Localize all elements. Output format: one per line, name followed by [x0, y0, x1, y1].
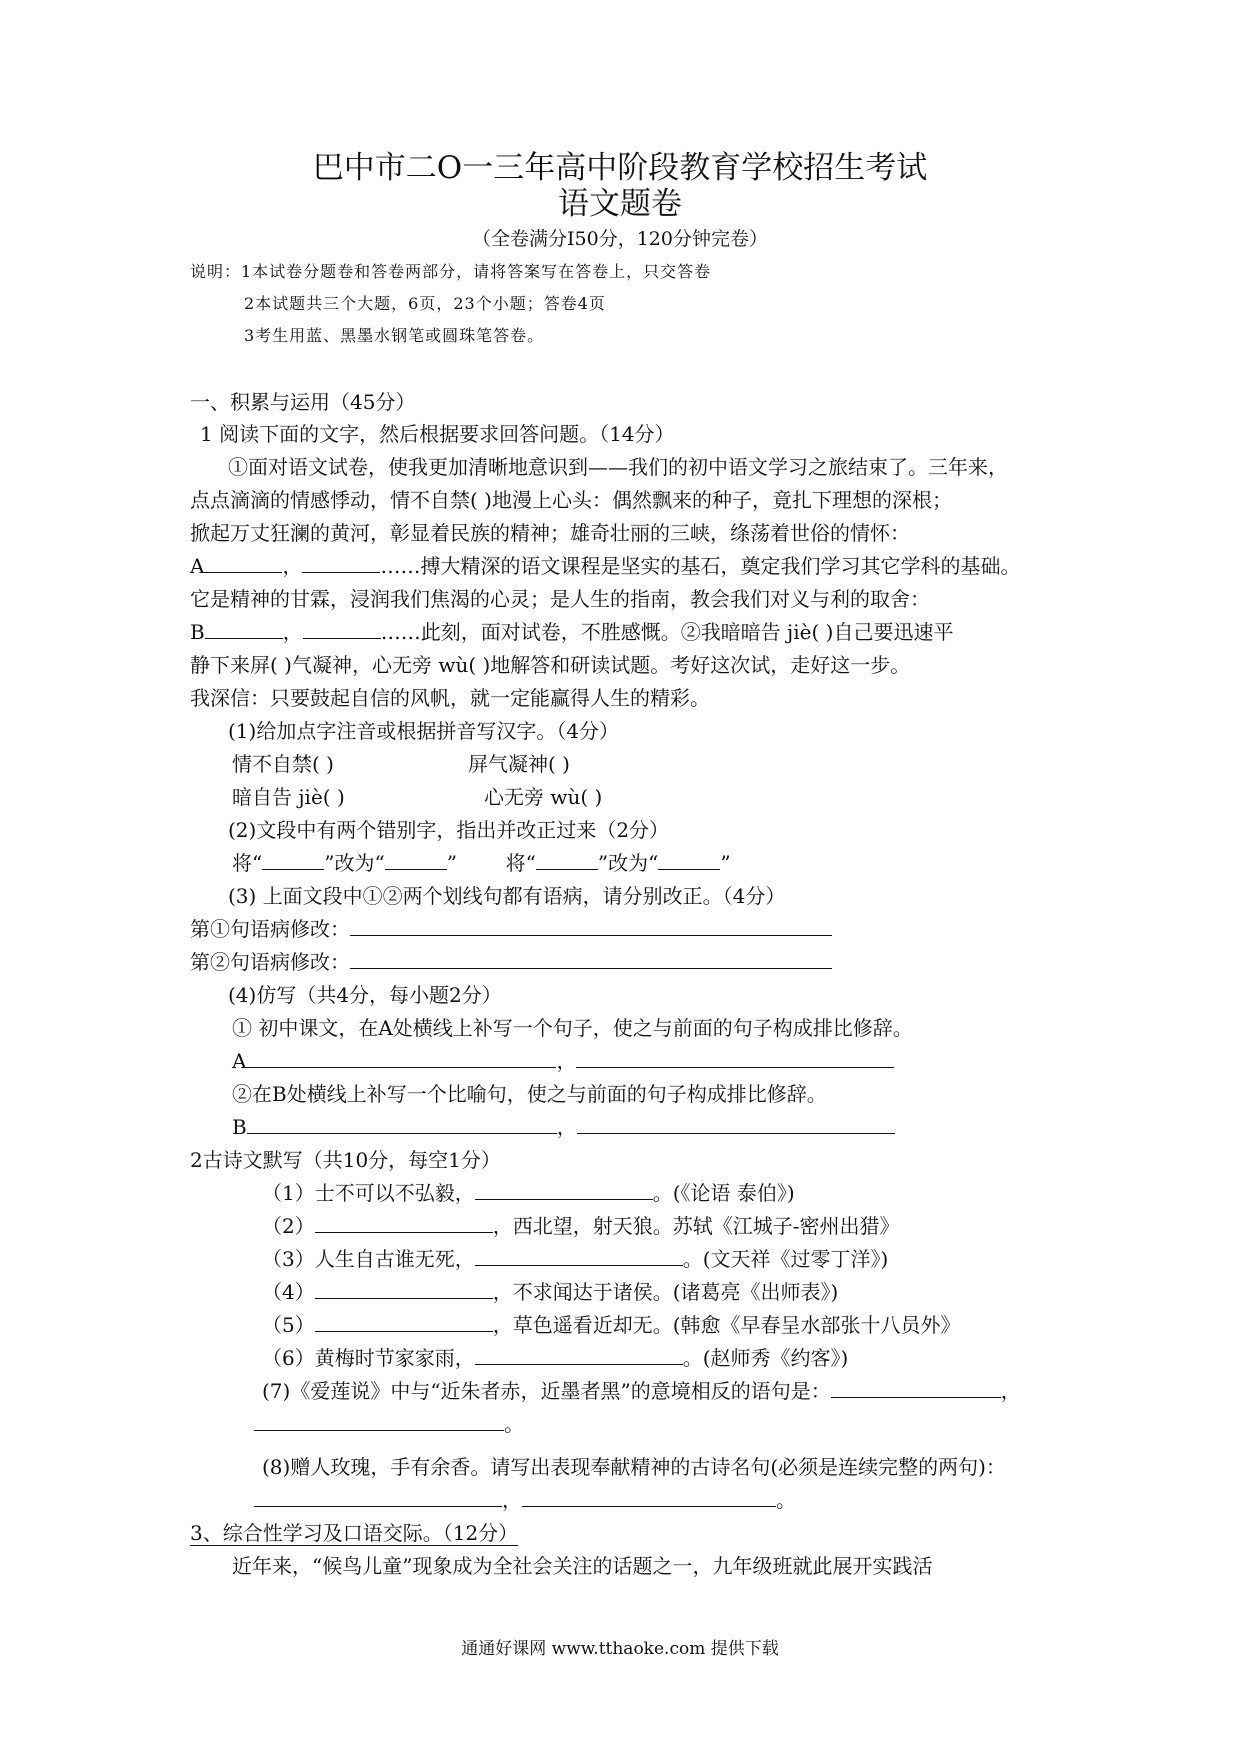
poem-item-6 — [262, 1343, 848, 1373]
answer-a2[interactable] — [576, 1047, 894, 1068]
poem-item-5 — [262, 1310, 961, 1340]
sub3-heading: (3) 上面文段中①②两个划线句都有语病，请分别改正。（4分） — [228, 884, 786, 908]
text: （5） — [262, 1313, 315, 1337]
text: B — [232, 1115, 247, 1139]
poem-blank-3[interactable] — [475, 1245, 683, 1266]
q1-heading: 1 阅读下面的文字，然后根据要求回答问题。（14分） — [200, 422, 675, 446]
sub1-heading: (1)给加点字注音或根据拼音写汉字。（4分） — [228, 719, 620, 743]
text: A — [232, 1049, 247, 1073]
passage-line: 我深信：只要鼓起自信的风帆，就一定能赢得人生的精彩。 — [190, 686, 710, 710]
passage-text: ……此刻，面对试卷，不胜感慨。 — [380, 620, 681, 644]
text: ， — [1000, 1379, 1021, 1403]
section1-heading: 一、积累与运用（45分） — [190, 390, 416, 414]
blank-a-label: A — [190, 554, 205, 578]
sub2-heading: (2)文段中有两个错别字，指出并改正过来（2分） — [228, 818, 670, 842]
text: 第①句语病修改： — [190, 917, 350, 941]
sub3-fix-1 — [190, 914, 832, 944]
passage-line: ①面对语文试卷，使我更加清晰地意识到——我们的初中语文学习之旅结束了。三年来， — [228, 455, 1008, 479]
q3-text: 近年来，“候鸟儿童”现象成为全社会关注的话题之一，九年级班就此展开实践活 — [232, 1554, 933, 1578]
blank-a1[interactable] — [204, 552, 282, 573]
poem-blank-2[interactable] — [315, 1212, 493, 1233]
text: 3、综合性学习及口语交际。（12分） — [190, 1521, 519, 1545]
text: 。(赵师秀《约客》) — [682, 1346, 849, 1370]
text: 。 — [504, 1412, 524, 1436]
page-footer: 通通好课网 www.tthaoke.com 提供下载 — [461, 1639, 779, 1659]
sub4-answer-b — [232, 1112, 895, 1142]
answer-a1[interactable] — [246, 1047, 556, 1068]
poem-item-4 — [262, 1277, 838, 1307]
poem-item-7-cont — [254, 1409, 524, 1439]
poem-blank-5[interactable] — [315, 1311, 493, 1332]
text: 将“ — [505, 851, 536, 875]
sub4-prompt-2: ②在B处横线上补写一个比喻句，使之与前面的句子构成排比修辞。 — [232, 1082, 827, 1106]
text: （6）黄梅时节家家雨， — [262, 1346, 475, 1370]
text: （2） — [262, 1214, 315, 1238]
passage-line: 点点滴滴的情感悸动，情不自禁( )地漫上心头：偶然飘来的种子，竟扎下理想的深根； — [190, 488, 952, 512]
passage-text: ……搏大精深的语文课程是坚实的基石，奠定我们学习其它学科的基础。 — [380, 554, 1021, 578]
text: 。 — [776, 1488, 796, 1512]
passage-line: 静下来屏( )气凝神，心无旁 wù( )地解答和研读试题。考好这次试，走好这一步。 — [190, 653, 911, 677]
sub1-item-d: 心无旁 wù( ) — [484, 785, 603, 809]
text: 。(《论语 泰伯》) — [652, 1181, 795, 1205]
poem-item-7 — [262, 1376, 1021, 1406]
poem-blank-7a[interactable] — [831, 1377, 1001, 1398]
instruction-line-1: 说明：1本试卷分题卷和答卷两部分，请将答案写在答卷上，只交答卷 — [190, 262, 712, 281]
underlined-sentence: ②我暗暗告 jiè( )自己要迅速平 — [680, 620, 954, 644]
text: ，不求闻达于诸侯。(诸葛亮《出师表》) — [492, 1280, 839, 1304]
text: 将“ — [232, 851, 263, 875]
blank-b1[interactable] — [205, 618, 283, 639]
passage-line-a — [190, 551, 1020, 581]
text: ”改为“ — [597, 851, 659, 875]
answer-b1[interactable] — [247, 1113, 557, 1134]
blank-b2[interactable] — [303, 618, 381, 639]
poem-blank-6[interactable] — [475, 1344, 683, 1365]
text: ，草色遥看近却无。(韩愈《早春呈水部张十八员外》 — [492, 1313, 961, 1337]
passage-line: 它是精神的甘霖，浸润我们焦渴的心灵；是人生的指南，教会我们对义与利的取舍： — [190, 587, 930, 611]
text: (7)《爱莲说》中与“近朱者赤，近墨者黑”的意境相反的语句是： — [262, 1379, 831, 1403]
sub3-fix-2 — [190, 947, 832, 977]
sub2-corrections — [232, 848, 731, 878]
text: ， — [502, 1488, 522, 1512]
answer-b2[interactable] — [577, 1113, 895, 1134]
sub4-answer-a — [232, 1046, 894, 1076]
comma: ， — [282, 554, 303, 578]
blank-a2[interactable] — [302, 552, 380, 573]
poem-item-3 — [262, 1244, 888, 1274]
score-info: （全卷满分I50分，120分钟完卷） — [472, 228, 768, 250]
right-char-2[interactable] — [658, 849, 720, 870]
text: ”改为“ — [324, 851, 385, 875]
right-char-1[interactable] — [385, 849, 447, 870]
text: ， — [556, 1049, 577, 1073]
text: ” — [720, 851, 731, 875]
text: ” — [446, 851, 457, 875]
fix-2-blank[interactable] — [350, 948, 832, 969]
text: ， — [556, 1115, 577, 1139]
sub4-heading: (4)仿写（共4分，每小题2分） — [228, 983, 502, 1007]
exam-title: 巴中市二O一三年高中阶段教育学校招生考试 — [312, 150, 928, 186]
sub1-item-b: 屏气凝神( ) — [468, 752, 570, 776]
text: （1）士不可以不弘毅， — [262, 1181, 475, 1205]
poem-item-2 — [262, 1211, 900, 1241]
text: （3）人生自古谁无死， — [262, 1247, 475, 1271]
comma: ， — [282, 620, 303, 644]
blank-b-label: B — [190, 620, 205, 644]
sub4-prompt-1: ① 初中课文，在A处横线上补写一个句子，使之与前面的句子构成排比修辞。 — [232, 1016, 913, 1040]
exam-subtitle: 语文题卷 — [558, 186, 682, 222]
sub1-item-a: 情不自禁( ) — [232, 752, 334, 776]
wrong-char-2[interactable] — [536, 849, 598, 870]
sub1-item-c: 暗自告 jiè( ) — [232, 785, 345, 809]
passage-line: 掀起万丈狂澜的黄河，彰显着民族的精神；雄奇壮丽的三峡，绦荡着世俗的情怀： — [190, 521, 910, 545]
poem-blank-7b[interactable] — [254, 1410, 504, 1431]
text: （4） — [262, 1280, 315, 1304]
poem-blank-8b[interactable] — [522, 1486, 776, 1507]
instruction-line-3: 3考生用蓝、黑墨水钢笔或圆珠笔答卷。 — [244, 326, 545, 345]
poem-item-8: (8)赠人玫瑰，手有余香。请写出表现奉献精神的古诗名句(必须是连续完整的两句)： — [262, 1455, 1006, 1479]
instruction-line-2: 2本试题共三个大题，6页，23个小题；答卷4页 — [244, 294, 606, 313]
passage-line-b — [190, 617, 953, 647]
q2-heading: 2古诗文默写（共10分，每空1分） — [190, 1148, 501, 1172]
poem-blank-4[interactable] — [315, 1278, 493, 1299]
text: 。(文天祥《过零丁洋》) — [682, 1247, 889, 1271]
text: 第②句语病修改： — [190, 950, 350, 974]
fix-1-blank[interactable] — [350, 915, 832, 936]
wrong-char-1[interactable] — [262, 849, 324, 870]
q3-heading — [190, 1518, 518, 1548]
text: ，西北望，射天狼。苏轼《江城子-密州出猎》 — [492, 1214, 900, 1238]
poem-blank-8a[interactable] — [254, 1486, 502, 1507]
poem-item-1 — [262, 1178, 795, 1208]
poem-blank-1[interactable] — [475, 1179, 653, 1200]
poem-item-8-cont — [254, 1485, 796, 1515]
